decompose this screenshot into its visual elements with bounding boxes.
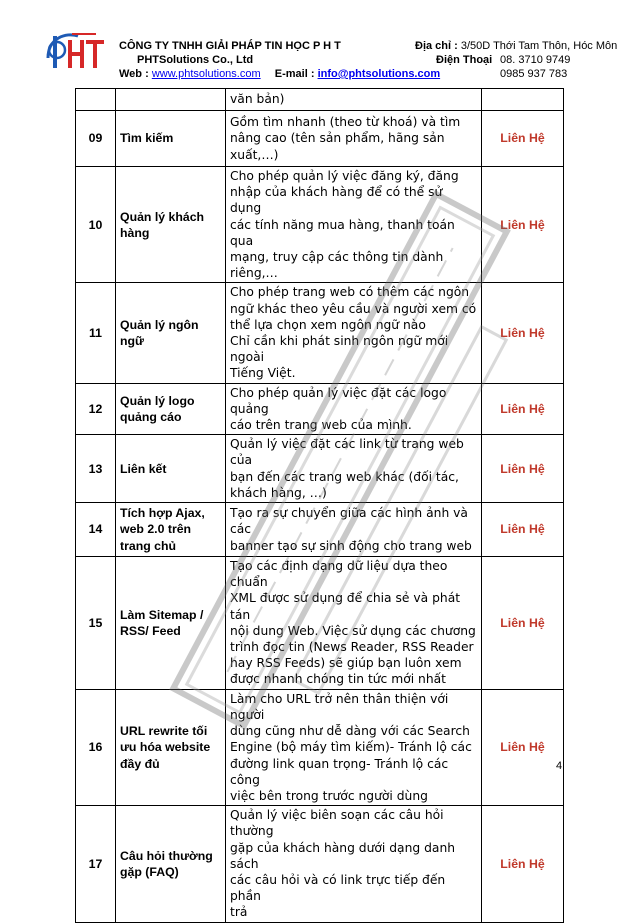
feature-description <box>226 89 482 111</box>
address-line <box>415 40 617 52</box>
table-row <box>76 383 564 435</box>
description-line: nâng cao (tên sản phẩm, hãng sản <box>230 131 445 146</box>
row-number: 13 <box>76 435 116 503</box>
table-row <box>76 689 564 805</box>
table-row <box>76 111 564 167</box>
description-line: xuất,…) <box>230 147 279 162</box>
description-line: mạng, truy cập các thông tin dành riêng,… <box>230 250 444 281</box>
description-line: Cho phép trang web có thêm các ngôn <box>230 285 470 300</box>
description-line: các tính năng mua hàng, thanh toán qua <box>230 217 455 248</box>
description-line: bạn đến các trang web khác (đối tác, <box>230 469 459 484</box>
row-number: 17 <box>76 806 116 922</box>
phone-label: Điện Thoại <box>436 54 493 66</box>
email-link[interactable]: info@phtsolutions.com <box>317 68 441 80</box>
description-line: ngữ khác theo yêu cầu và người xem có <box>230 301 477 316</box>
description-line: trình đọc tin (News Reader, RSS Reader <box>230 640 474 655</box>
description-line: Cho phép quản lý việc đăng ký, đăng <box>230 169 459 183</box>
feature-name: Quản lý logo quảng cáo <box>116 383 226 435</box>
row-number: 15 <box>76 557 116 690</box>
description-line: cáo trên trang web của mình. <box>230 418 412 433</box>
description-line: Quản lý việc đặt các link từ trang web của <box>230 437 464 468</box>
row-number: 12 <box>76 383 116 435</box>
pht-logo-icon <box>44 28 106 72</box>
address-label: Địa chỉ : <box>415 40 458 52</box>
row-number: 09 <box>76 111 116 167</box>
phone-2: 0985 937 783 <box>500 68 568 80</box>
description-line: Tạo các định dạng dữ liệu dựa theo chuẩn <box>230 559 448 590</box>
feature-description <box>226 383 482 435</box>
description-line: Chỉ cần khi phát sinh ngôn ngữ mới ngoài <box>230 334 449 365</box>
company-name-en: PHTSolutions Co., Ltd <box>137 54 254 66</box>
feature-name: Tìm kiếm <box>116 111 226 167</box>
description-line: được nhanh chóng tin tức mới nhất <box>230 672 446 687</box>
feature-description <box>226 689 482 805</box>
row-number: 16 <box>76 689 116 805</box>
description-line: Tạo ra sự chuyển giữa các hình ảnh và các <box>230 506 468 537</box>
table-row <box>76 557 564 690</box>
description-line: văn bản) <box>230 92 285 107</box>
table-row <box>76 89 564 111</box>
row-number: 11 <box>76 283 116 383</box>
table-row <box>76 435 564 503</box>
feature-description <box>226 283 482 383</box>
description-line: Làm cho URL trở nên thân thiện với người <box>230 691 449 722</box>
web-line <box>119 68 440 80</box>
feature-name: Tích hợp Ajax, web 2.0 trên trang chủ <box>116 503 226 557</box>
description-line: nội dung Web. Việc sử dụng các chương <box>230 623 476 638</box>
feature-name <box>116 89 226 111</box>
description-line: dùng cũng như dễ dàng với các Search <box>230 724 470 739</box>
price-contact[interactable]: Liên Hệ <box>482 383 564 435</box>
table-row <box>76 503 564 557</box>
price-contact[interactable]: Liên Hệ <box>482 435 564 503</box>
description-line: Cho phép quản lý việc đặt các logo quảng <box>230 385 447 416</box>
feature-description <box>226 806 482 922</box>
price-contact[interactable]: Liên Hệ <box>482 806 564 922</box>
feature-description <box>226 167 482 283</box>
table-row <box>76 806 564 922</box>
phone-1: 08. 3710 9749 <box>500 54 571 66</box>
price-contact[interactable]: Liên Hệ <box>482 111 564 167</box>
feature-name: Liên kết <box>116 435 226 503</box>
company-name: CÔNG TY TNHH GIẢI PHÁP TIN HỌC P H T <box>119 40 341 52</box>
letterhead <box>0 0 638 90</box>
price-contact[interactable]: Liên Hệ <box>482 557 564 690</box>
description-line: Tiếng Việt. <box>230 366 296 381</box>
feature-name: Quản lý khách hàng <box>116 167 226 283</box>
row-number <box>76 89 116 111</box>
features-table <box>75 88 564 923</box>
address-value: 3/50D Thới Tam Thôn, Hóc Môn <box>460 40 618 52</box>
description-line: banner tạo sự sinh động cho trang web <box>230 538 472 553</box>
page-number: 4 <box>556 760 563 772</box>
price-contact[interactable]: Liên Hệ <box>482 689 564 805</box>
description-line: Quản lý việc biên soạn các câu hỏi thường <box>230 808 444 839</box>
description-line: Engine (bộ máy tìm kiếm)- Tránh lộ các <box>230 740 472 755</box>
description-line: các câu hỏi và có link trực tiếp đến phần <box>230 872 446 904</box>
feature-name: Câu hỏi thường gặp (FAQ) <box>116 806 226 922</box>
row-number: 10 <box>76 167 116 283</box>
feature-description <box>226 111 482 167</box>
feature-name: Làm Sitemap / RSS/ Feed <box>116 557 226 690</box>
feature-description <box>226 557 482 690</box>
table-row <box>76 283 564 383</box>
description-line: khách hàng, …) <box>230 485 327 500</box>
description-line: việc bên trong trước người dùng <box>230 788 428 803</box>
price-contact[interactable]: Liên Hệ <box>482 503 564 557</box>
description-line: gặp của khách hàng dưới dạng danh sách <box>230 840 456 871</box>
description-line: hay RSS Feeds) sẽ giúp bạn luôn xem <box>230 656 462 671</box>
description-line: XML được sử dụng để chia sẻ và phát tán <box>230 591 461 622</box>
table-row <box>76 167 564 283</box>
price-contact[interactable] <box>482 89 564 111</box>
web-label: Web : <box>119 68 149 80</box>
description-line: đường link quan trọng- Tránh lộ các công <box>230 756 449 787</box>
row-number: 14 <box>76 503 116 557</box>
web-link[interactable]: www.phtsolutions.com <box>151 68 261 80</box>
description-line: Gồm tìm nhanh (theo từ khoá) và tìm <box>230 115 461 130</box>
feature-name: URL rewrite tối ưu hóa website đầy đủ <box>116 689 226 805</box>
feature-name: Quản lý ngôn ngữ <box>116 283 226 383</box>
feature-description <box>226 503 482 557</box>
email-label: E-mail : <box>274 68 315 80</box>
description-line: trả <box>230 905 248 920</box>
feature-description <box>226 435 482 503</box>
price-contact[interactable]: Liên Hệ <box>482 167 564 283</box>
description-line: thể lựa chọn xem ngôn ngữ nào <box>230 317 426 332</box>
price-contact[interactable]: Liên Hệ <box>482 283 564 383</box>
description-line: nhập của khách hàng để có thể sử dụng <box>230 185 443 216</box>
